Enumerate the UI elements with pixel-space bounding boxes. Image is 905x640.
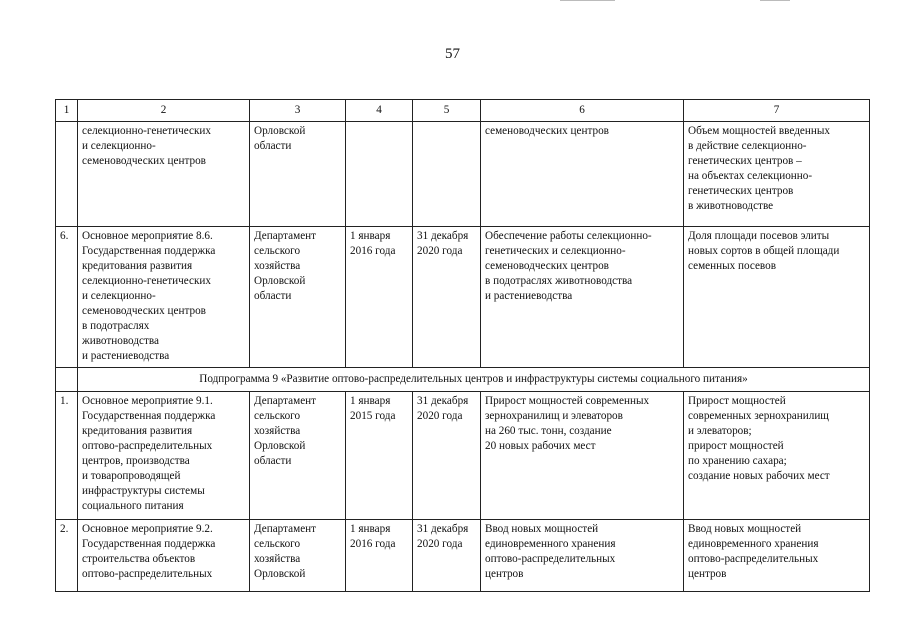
cell-text-line: Основное мероприятие 9.2. [82, 523, 213, 535]
cell-text-line: Государственная поддержка [82, 410, 216, 422]
executor-cell [250, 122, 346, 227]
cell-text-line: 31 декабря [417, 395, 469, 407]
cell-text-line: новых сортов в общей площади [688, 245, 840, 257]
table-row [56, 520, 870, 592]
cell-text-line: единовременного хранения [485, 538, 616, 550]
cell-text-line: в животноводстве [688, 200, 774, 212]
cell-text-line: 20 новых рабочих мест [485, 440, 596, 452]
end-date-cell [413, 227, 481, 368]
activities-table [55, 99, 870, 592]
table-row [56, 227, 870, 368]
subprogram-section [56, 368, 870, 392]
cell-text-line: кредитования развития [82, 260, 193, 272]
scan-edge-mark [760, 0, 790, 1]
cell-text-line: и растениеводства [82, 350, 170, 362]
executor-cell [250, 520, 346, 592]
cell-text-line: 2016 года [350, 245, 396, 257]
table-row [56, 122, 870, 227]
cell-text-line: семеноводческих центров [82, 155, 206, 167]
cell-text-line: сельского [254, 245, 301, 257]
cell-text-line: и растениеводства [485, 290, 573, 302]
cell-text-line: 2020 года [417, 538, 463, 550]
cell-text-line: хозяйства [254, 260, 301, 272]
cell-text-line: селекционно-генетических [82, 275, 212, 287]
cell-text-line: создание новых рабочих мест [688, 470, 830, 482]
start-date-cell [346, 392, 413, 520]
row-number-cell [56, 122, 78, 227]
cell-text-line: Доля площади посевов элиты [688, 230, 830, 242]
cell-text-line: оптово-распределительных [688, 553, 819, 565]
cell-text-line: 2016 года [350, 538, 396, 550]
cell-text-line: зернохранилищ и элеваторов [485, 410, 623, 422]
indicator-cell [684, 122, 870, 227]
cell-text-line: сельского [254, 538, 301, 550]
cell-text-line: Ввод новых мощностей [485, 523, 599, 535]
column-header-6: 6 [481, 100, 684, 122]
scan-edge-mark [560, 0, 615, 1]
cell-text-line: центров [688, 568, 727, 580]
cell-text-line: Обеспечение работы селекционно- [485, 230, 652, 242]
column-header-2: 2 [78, 100, 250, 122]
cell-text-line: Орловской [254, 568, 306, 580]
cell-text-line: 1 января [350, 523, 391, 535]
cell-text-line: строительства объектов [82, 553, 196, 565]
cell-text-line: Прирост мощностей [688, 395, 786, 407]
cell-text-line: центров, производства [82, 455, 190, 467]
cell-text-line: хозяйства [254, 425, 301, 437]
cell-text-line: в подотраслях [82, 320, 150, 332]
cell-text-line: 2015 года [350, 410, 396, 422]
cell-text-line: кредитования развития [82, 425, 193, 437]
column-header-5: 5 [413, 100, 481, 122]
activity-cell [78, 520, 250, 592]
cell-text-line: семенных посевов [688, 260, 777, 272]
row-number-cell: 6. [56, 227, 78, 368]
row-number-cell: 2. [56, 520, 78, 592]
cell-text-line: на 260 тыс. тонн, создание [485, 425, 612, 437]
cell-text-line: на объектах селекционно- [688, 170, 813, 182]
cell-text-line: в действие селекционно- [688, 140, 807, 152]
row-number-cell: 1. [56, 392, 78, 520]
subprogram-row [56, 368, 870, 392]
cell-text-line: Основное мероприятие 8.6. [82, 230, 213, 242]
end-date-cell [413, 392, 481, 520]
cell-text-line: оптово-распределительных [82, 440, 213, 452]
cell-text-line: Орловской [254, 125, 306, 137]
cell-text-line: и элеваторов; [688, 425, 752, 437]
cell-text-line: и селекционно- [82, 290, 156, 302]
cell-text-line: Департамент [254, 230, 317, 242]
column-header-3: 3 [250, 100, 346, 122]
expected-result-cell [481, 227, 684, 368]
cell-text-line: сельского [254, 410, 301, 422]
subprogram-title: Подпрограмма 9 «Развитие оптово-распределительных центров и инфраструктуры системы социального питания» [78, 368, 870, 392]
cell-text-line: единовременного хранения [688, 538, 819, 550]
cell-text-line: Государственная поддержка [82, 245, 216, 257]
cell-text-line: центров [485, 568, 524, 580]
expected-result-cell [481, 520, 684, 592]
expected-result-cell [481, 392, 684, 520]
cell-text-line: селекционно-генетических [82, 125, 212, 137]
indicator-cell [684, 227, 870, 368]
cell-text-line: семеноводческих центров [485, 260, 609, 272]
table-body-part2 [56, 392, 870, 592]
cell-text-line: Ввод новых мощностей [688, 523, 802, 535]
cell-text-line: Департамент [254, 523, 317, 535]
cell-text-line: и товаропроводящей [82, 470, 181, 482]
cell-text-line: Государственная поддержка [82, 538, 216, 550]
cell-text-line: 31 декабря [417, 523, 469, 535]
start-date-cell [346, 227, 413, 368]
cell-text-line: области [254, 455, 292, 467]
end-date-cell [413, 122, 481, 227]
start-date-cell [346, 122, 413, 227]
column-header-7: 7 [684, 100, 870, 122]
cell-text-line: оптово-распределительных [82, 568, 213, 580]
cell-text-line: инфраструктуры системы [82, 485, 205, 497]
cell-text-line: Орловской [254, 440, 306, 452]
cell-text-line: современных зернохранилищ [688, 410, 829, 422]
cell-text-line: Объем мощностей введенных [688, 125, 830, 137]
activity-cell [78, 392, 250, 520]
expected-result-cell [481, 122, 684, 227]
cell-text-line: генетических центров [688, 185, 794, 197]
cell-text-line: и селекционно- [82, 140, 156, 152]
cell-text-line: Основное мероприятие 9.1. [82, 395, 213, 407]
activity-cell [78, 227, 250, 368]
cell-text-line: 2020 года [417, 245, 463, 257]
executor-cell [250, 392, 346, 520]
cell-text-line: генетических и селекционно- [485, 245, 626, 257]
cell-text-line: 1 января [350, 395, 391, 407]
subprogram-num-cell [56, 368, 78, 392]
column-header-1: 1 [56, 100, 78, 122]
cell-text-line: социального питания [82, 500, 184, 512]
cell-text-line: оптово-распределительных [485, 553, 616, 565]
executor-cell [250, 227, 346, 368]
table-body-part1 [56, 122, 870, 368]
cell-text-line: в подотраслях животноводства [485, 275, 633, 287]
cell-text-line: области [254, 140, 292, 152]
end-date-cell [413, 520, 481, 592]
activity-cell [78, 122, 250, 227]
cell-text-line: прирост мощностей [688, 440, 784, 452]
page-number: 57 [445, 46, 460, 62]
table-row [56, 392, 870, 520]
cell-text-line: Департамент [254, 395, 317, 407]
indicator-cell [684, 520, 870, 592]
cell-text-line: Прирост мощностей современных [485, 395, 650, 407]
cell-text-line: семеноводческих центров [485, 125, 609, 137]
cell-text-line: 2020 года [417, 410, 463, 422]
cell-text-line: животноводства [82, 335, 159, 347]
cell-text-line: семеноводческих центров [82, 305, 206, 317]
cell-text-line: хозяйства [254, 553, 301, 565]
indicator-cell [684, 392, 870, 520]
cell-text-line: 31 декабря [417, 230, 469, 242]
start-date-cell [346, 520, 413, 592]
cell-text-line: 1 января [350, 230, 391, 242]
cell-text-line: генетических центров – [688, 155, 802, 167]
cell-text-line: по хранению сахара; [688, 455, 787, 467]
column-header-4: 4 [346, 100, 413, 122]
cell-text-line: Орловской [254, 275, 306, 287]
header-row [56, 100, 870, 122]
cell-text-line: области [254, 290, 292, 302]
